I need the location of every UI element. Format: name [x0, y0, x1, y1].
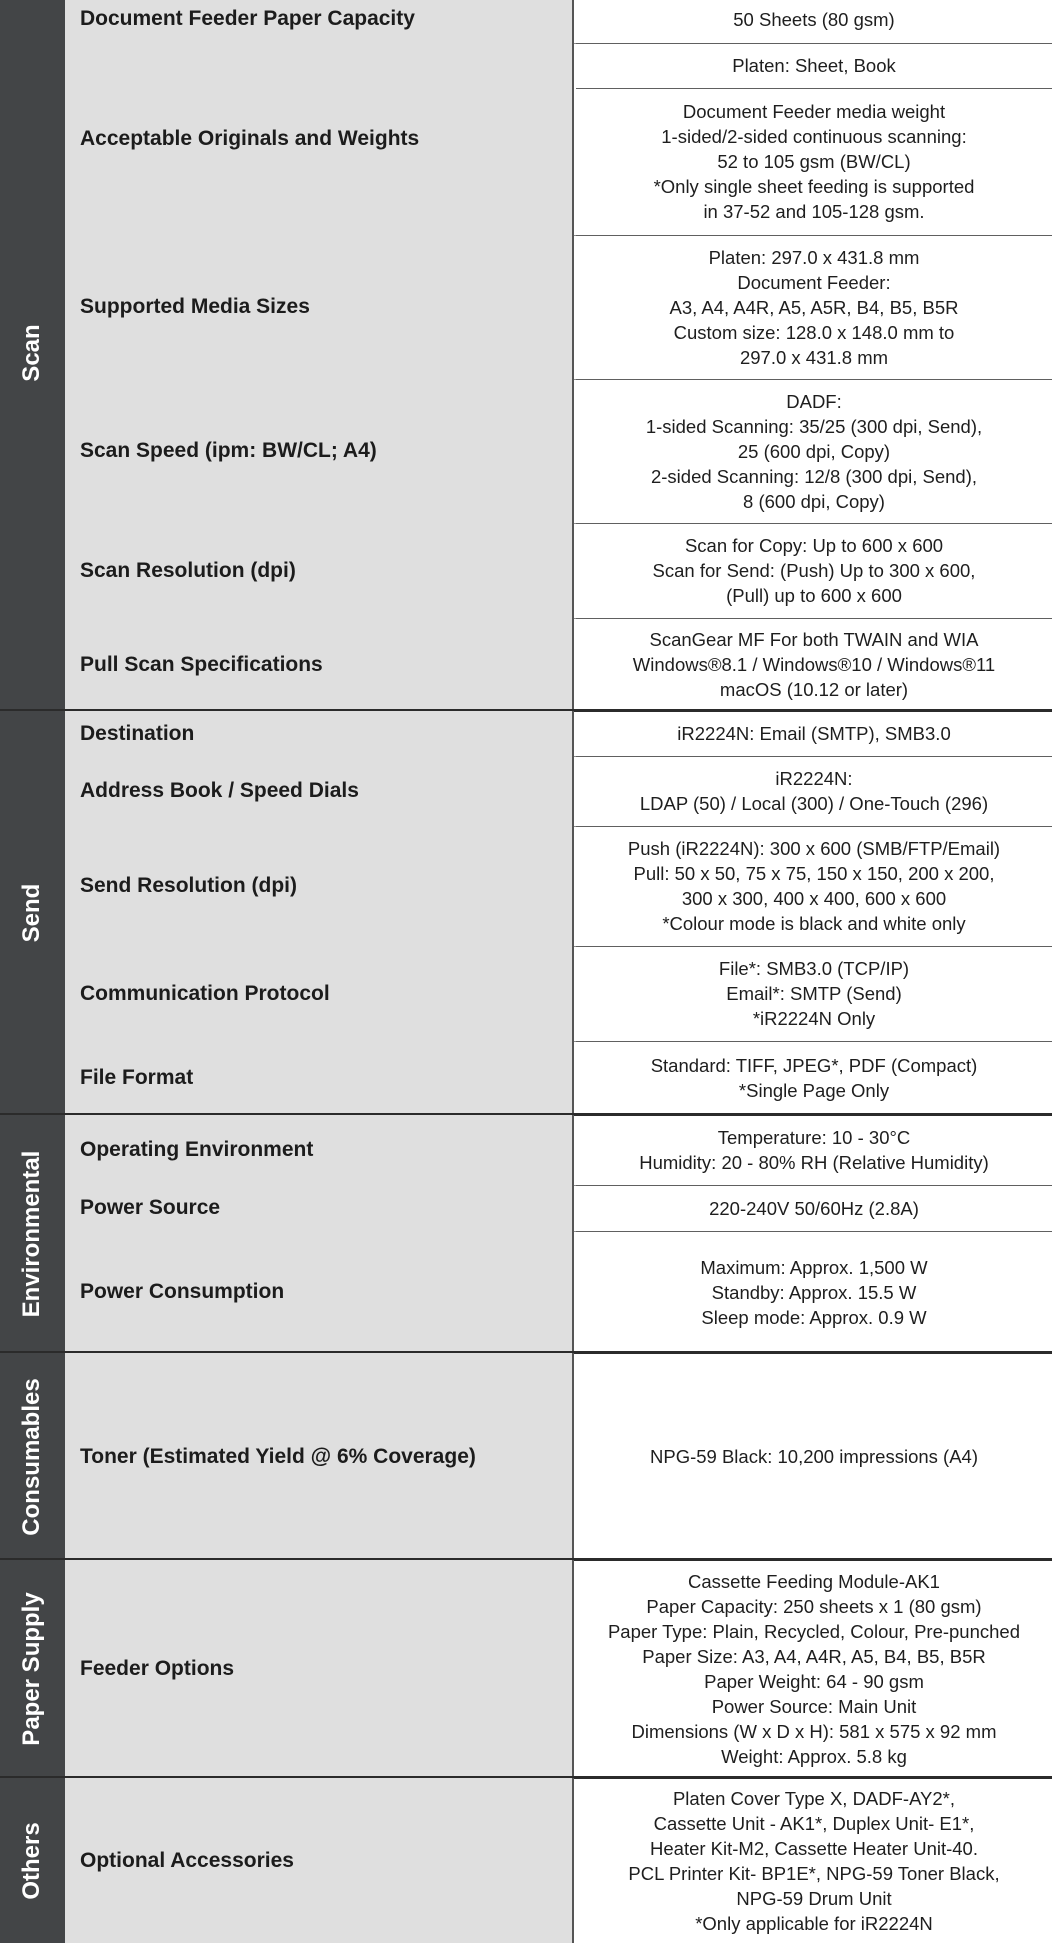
- value-line: DADF:: [786, 390, 842, 412]
- spec-row: [65, 1560, 1052, 1778]
- value-line: Paper Weight: 64 - 90 gsm: [704, 1671, 924, 1692]
- spec-value: [576, 826, 1052, 946]
- spec-value: [576, 1778, 1052, 1943]
- value-line: Maximum: Approx. 1,500 W: [700, 1256, 928, 1278]
- value-line: 1-sided/2-sided continuous scanning:: [661, 126, 967, 147]
- value-line: 1-sided Scanning: 35/25 (300 dpi, Send),: [645, 415, 983, 437]
- value-line: 297.0 x 431.8 mm: [739, 346, 889, 368]
- value-line: Paper Size: A3, A4, A4R, A5, B4, B5, B5R: [642, 1646, 986, 1667]
- value-line: ScanGear MF For both TWAIN and WIA: [649, 629, 979, 650]
- value-line: 2-sided Scanning: 12/8 (300 dpi, Send),: [650, 465, 978, 487]
- value-line: 300 x 300, 400 x 400, 600 x 600: [681, 888, 947, 909]
- value-line: A3, A4, A4R, A5, A5R, B4, B5, B5R: [669, 296, 959, 318]
- spec-row: [65, 43, 1052, 235]
- divider: [576, 88, 1052, 89]
- value-line: 52 to 105 gsm (BW/CL): [717, 151, 911, 172]
- spec-label: Power Consumption: [65, 1231, 574, 1353]
- spec-label: Operating Environment: [65, 1115, 574, 1185]
- value-line: LDAP (50) / Local (300) / One-Touch (296): [639, 793, 989, 814]
- value-line: Cassette Unit - AK1*, Duplex Unit- E1*,: [653, 1812, 975, 1834]
- section-others: [0, 1778, 1052, 1943]
- value-line: *iR2224N Only: [752, 1008, 876, 1029]
- value-line: Windows®8.1 / Windows®10 / Windows®11: [632, 654, 996, 675]
- value-line: in 37-52 and 105-128 gsm.: [703, 201, 925, 222]
- spec-row: [65, 618, 1052, 711]
- spec-value: [576, 523, 1052, 618]
- value-line: Custom size: 128.0 x 148.0 mm to: [673, 321, 955, 343]
- spec-label: Scan Resolution (dpi): [65, 523, 574, 618]
- value-line: Platen: 297.0 x 431.8 mm: [708, 246, 920, 268]
- value-line: 25 (600 dpi, Copy): [737, 440, 891, 462]
- spec-subvalue: [576, 88, 1052, 235]
- spec-label: Communication Protocol: [65, 946, 574, 1041]
- section-paper-supply: [0, 1560, 1052, 1778]
- spec-label: File Format: [65, 1041, 574, 1115]
- value-line: PCL Printer Kit- BP1E*, NPG-59 Toner Black,: [628, 1862, 1000, 1884]
- spec-value: [576, 618, 1052, 711]
- value-line: Paper Type: Plain, Recycled, Colour, Pre-punched: [607, 1621, 1021, 1642]
- value-line: Push (iR2224N): 300 x 600 (SMB/FTP/Email): [627, 838, 1001, 859]
- value-line: (Pull) up to 600 x 600: [726, 585, 902, 606]
- spec-row: [65, 235, 1052, 379]
- spec-label: Power Source: [65, 1185, 574, 1231]
- spec-label: Send Resolution (dpi): [65, 826, 574, 946]
- spec-row: [65, 826, 1052, 946]
- value-line: Cassette Feeding Module-AK1: [688, 1571, 940, 1592]
- spec-row: [65, 1115, 1052, 1185]
- value-line: Sleep mode: Approx. 0.9 W: [701, 1306, 927, 1328]
- spec-value: [576, 379, 1052, 523]
- value-line: NPG-59 Drum Unit: [736, 1887, 892, 1909]
- section-scan: [0, 0, 1052, 711]
- spec-row: [65, 1778, 1052, 1943]
- spec-label: Supported Media Sizes: [65, 235, 574, 379]
- spec-row: [65, 1041, 1052, 1115]
- section-label: Scan: [18, 324, 45, 382]
- spec-value: [576, 1560, 1052, 1778]
- value-line: *Only applicable for iR2224N: [695, 1912, 933, 1934]
- value-line: Scan for Copy: Up to 600 x 600: [684, 535, 944, 556]
- spec-value: [576, 756, 1052, 826]
- spec-value: [576, 0, 1052, 43]
- spec-value: [576, 946, 1052, 1041]
- value-line: Heater Kit-M2, Cassette Heater Unit-40.: [650, 1837, 978, 1859]
- value-line: File*: SMB3.0 (TCP/IP): [718, 958, 910, 979]
- spec-row: [65, 1231, 1052, 1353]
- value-line: Temperature: 10 - 30°C: [717, 1127, 911, 1148]
- spec-value: [576, 1115, 1052, 1185]
- spec-value: [576, 1231, 1052, 1353]
- spec-row: [65, 523, 1052, 618]
- section-band: [0, 0, 65, 711]
- spec-label: Scan Speed (ipm: BW/CL; A4): [65, 379, 574, 523]
- section-label: Send: [18, 883, 45, 943]
- section-consumables: [0, 1353, 1052, 1560]
- spec-value: [576, 43, 1052, 235]
- value-line: Dimensions (W x D x H): 581 x 575 x 92 mm: [631, 1721, 997, 1742]
- value-line: NPG-59 Black: 10,200 impressions (A4): [650, 1446, 978, 1467]
- spec-label: Optional Accessories: [65, 1778, 574, 1943]
- value-line: Document Feeder:: [737, 271, 891, 293]
- spec-row: [65, 756, 1052, 826]
- value-line: Paper Capacity: 250 sheets x 1 (80 gsm): [646, 1596, 982, 1617]
- value-line: Scan for Send: (Push) Up to 300 x 600,: [652, 560, 976, 581]
- section-band: [0, 1778, 65, 1943]
- section-label: Others: [18, 1821, 45, 1900]
- section-band: [0, 1560, 65, 1778]
- section-band: [0, 1115, 65, 1353]
- spec-value: [576, 235, 1052, 379]
- section-label: Consumables: [18, 1377, 45, 1536]
- value-line: 8 (600 dpi, Copy): [743, 490, 885, 512]
- value-line: 50 Sheets (80 gsm): [733, 8, 895, 30]
- value-line: Email*: SMTP (Send): [726, 983, 902, 1004]
- spec-row: [65, 946, 1052, 1041]
- section-band: [0, 711, 65, 1115]
- section-band: [0, 1353, 65, 1560]
- value-line: *Only single sheet feeding is supported: [653, 176, 975, 197]
- value-line: Weight: Approx. 5.8 kg: [721, 1746, 907, 1767]
- spec-row: [65, 1185, 1052, 1231]
- spec-label: Acceptable Originals and Weights: [65, 43, 574, 235]
- spec-value: [576, 711, 1052, 756]
- section-send: [0, 711, 1052, 1115]
- value-line: *Colour mode is black and white only: [662, 913, 966, 934]
- spec-label: Toner (Estimated Yield @ 6% Coverage): [65, 1353, 574, 1560]
- section-label: Paper Supply: [18, 1592, 45, 1746]
- spec-subvalue: [576, 43, 1052, 88]
- value-line: iR2224N:: [775, 768, 853, 789]
- section-environmental: [0, 1115, 1052, 1353]
- spec-label: Feeder Options: [65, 1560, 574, 1778]
- value-line: Power Source: Main Unit: [711, 1696, 917, 1717]
- spec-row: [65, 0, 1052, 43]
- value-line: Pull: 50 x 50, 75 x 75, 150 x 150, 200 x 200,: [633, 863, 995, 884]
- value-line: Standby: Approx. 15.5 W: [711, 1281, 917, 1303]
- value-line: Standard: TIFF, JPEG*, PDF (Compact): [650, 1055, 978, 1076]
- spec-label: Address Book / Speed Dials: [65, 756, 574, 826]
- spec-label: Destination: [65, 711, 574, 756]
- spec-label: Pull Scan Specifications: [65, 618, 574, 711]
- spec-value: [576, 1185, 1052, 1231]
- section-label: Environmental: [18, 1150, 45, 1318]
- spec-value: [576, 1041, 1052, 1115]
- value-line: Humidity: 20 - 80% RH (Relative Humidity): [639, 1152, 989, 1173]
- spec-label: Document Feeder Paper Capacity: [65, 0, 574, 43]
- value-line: 220-240V 50/60Hz (2.8A): [709, 1197, 919, 1219]
- value-line: Platen: Sheet, Book: [732, 55, 896, 76]
- spec-row: [65, 379, 1052, 523]
- value-line: iR2224N: Email (SMTP), SMB3.0: [677, 723, 951, 744]
- value-line: *Single Page Only: [738, 1080, 890, 1101]
- value-line: Document Feeder media weight: [682, 101, 946, 122]
- value-line: Platen Cover Type X, DADF-AY2*,: [672, 1787, 956, 1809]
- value-line: macOS (10.12 or later): [719, 679, 909, 700]
- spec-row: [65, 1353, 1052, 1560]
- spec-value: [576, 1353, 1052, 1560]
- spec-row: [65, 711, 1052, 756]
